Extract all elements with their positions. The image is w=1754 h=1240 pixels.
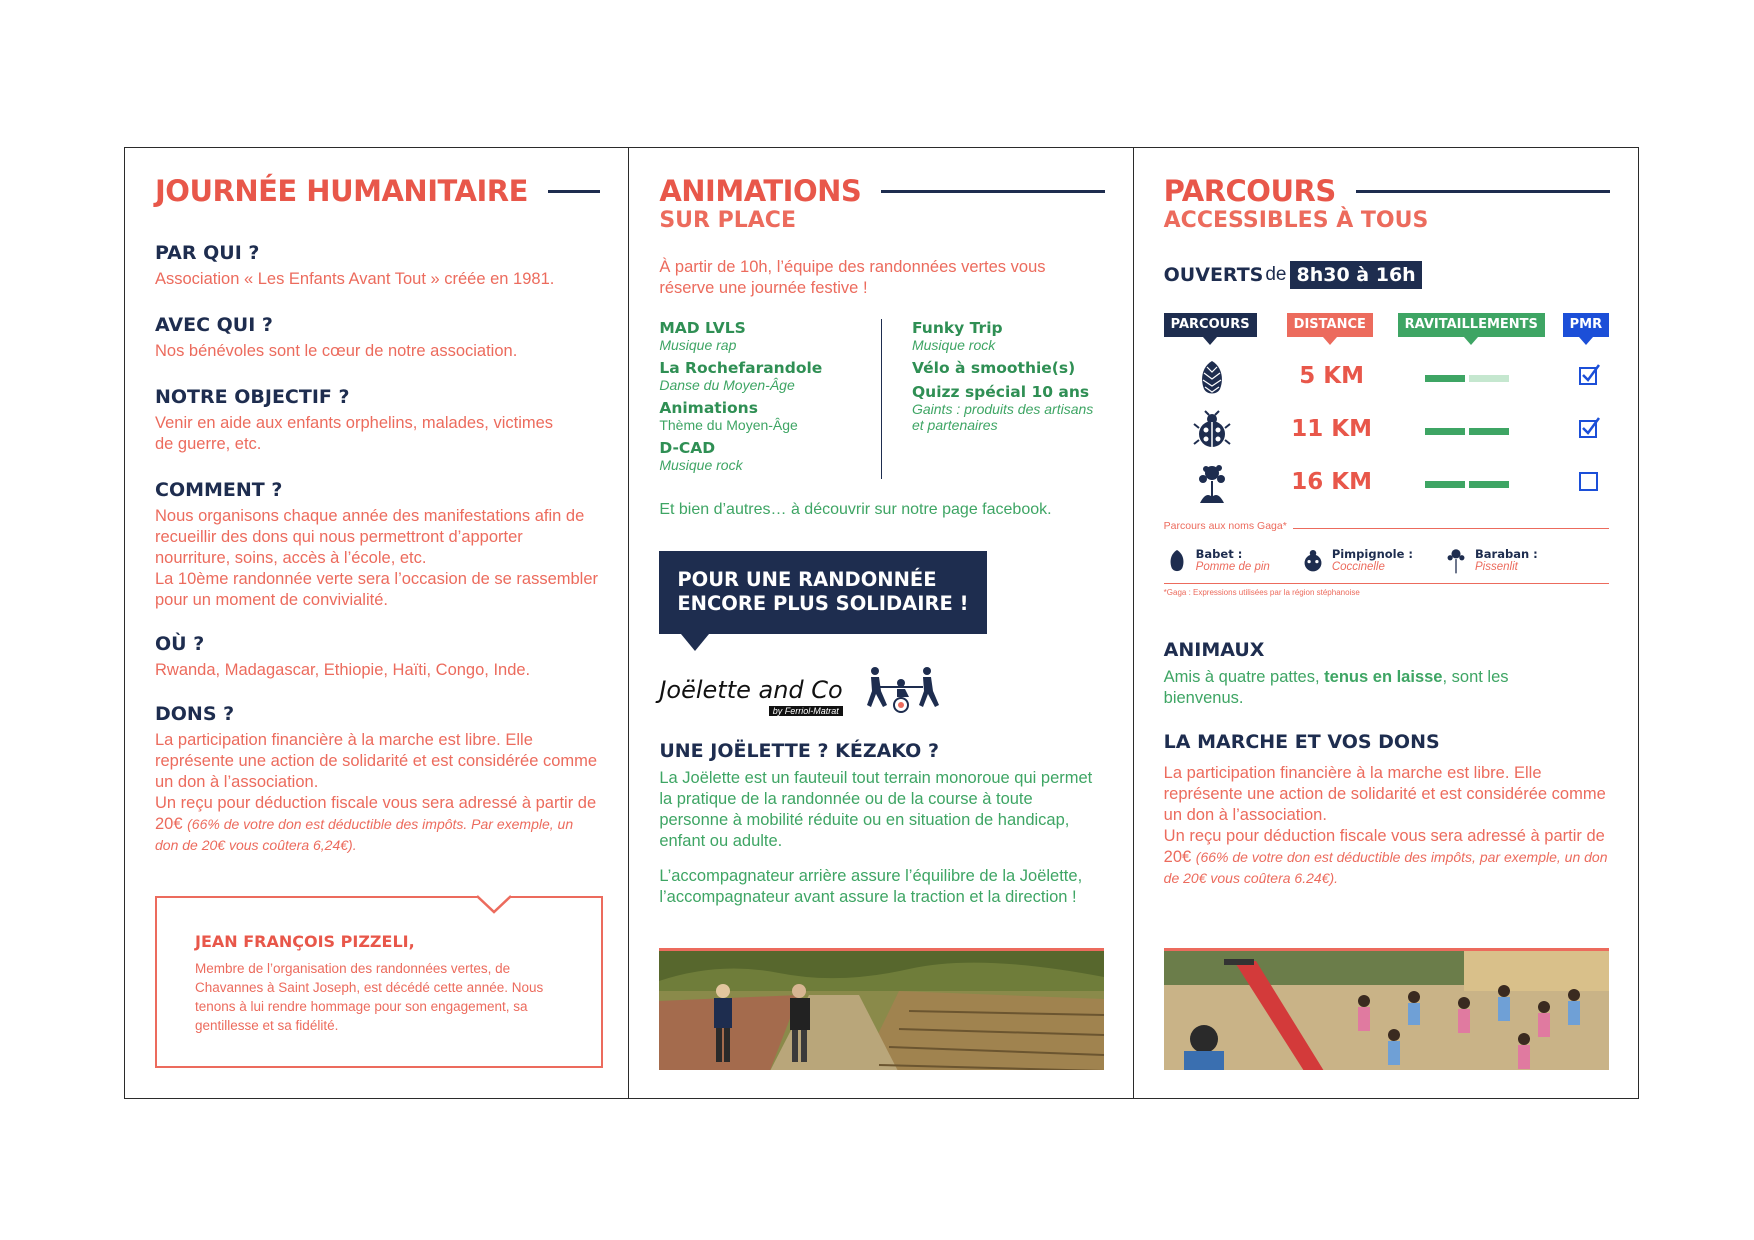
legend-name: Baraban : xyxy=(1475,547,1538,561)
section-text-2: La 10ème randonnée verte sera l’occasion de se rassembler pour un moment de convivialité. xyxy=(155,570,599,609)
joelette-runners-icon xyxy=(857,665,947,715)
section-heading: DONS ? xyxy=(155,703,235,725)
header-parcours: PARCOURS xyxy=(1164,313,1257,337)
more-on-facebook: Et bien d’autres… à découvrir sur notre page facebook. xyxy=(659,501,1052,518)
panel2-title-row xyxy=(659,174,1104,208)
section-text: La participation financière à la marche est libre. Elle représente une action de solidarité et est considérée comme un don à l’association. xyxy=(155,731,598,791)
ladybug-icon xyxy=(1300,547,1326,575)
tribute-name: JEAN FRANÇOIS PIZZELI, xyxy=(195,932,415,951)
activity-item xyxy=(659,359,871,393)
legend-name: Pimpignole : xyxy=(1331,547,1414,561)
section-heading: AVEC QUI ? xyxy=(155,314,273,336)
activity-desc: Thème du Moyen-Âge xyxy=(659,417,798,433)
panel-journee-humanitaire xyxy=(125,148,629,1098)
checkbox-empty-icon xyxy=(1579,469,1601,491)
joelette-logo xyxy=(659,664,1104,716)
tribute-notch xyxy=(477,895,511,915)
activities-left-column xyxy=(659,319,882,479)
activity-name: Quizz spécial 10 ans xyxy=(911,383,1090,401)
route-row xyxy=(1164,353,1610,406)
activity-name: Funky Trip xyxy=(911,319,1003,337)
activity-item xyxy=(659,319,871,353)
panel2-title: ANIMATIONS xyxy=(659,174,862,208)
logo-subtext: by Ferriol-Matrat xyxy=(769,706,843,716)
panel3-title-row xyxy=(1164,174,1610,208)
animaux-text-b: tenus en laisse xyxy=(1324,668,1443,686)
activity-name: La Rochefarandole xyxy=(659,359,823,377)
opening-hours xyxy=(1164,261,1610,289)
marche-text-2-italic: (66% de votre don est déductible des impôts, par exemple, un don de 20€ vous coûtera 6.24€). xyxy=(1163,849,1608,886)
activity-desc: Gaints : produits des artisans et partenaires xyxy=(911,401,1094,433)
section-text: Nous organisons chaque année des manifestations afin de recueillir des dons qui nous permettront d’apporter nourriture, soins, accès à l’école, etc. xyxy=(155,507,585,567)
section-heading: NOTRE OBJECTIF ? xyxy=(155,386,350,408)
dandelion-icon xyxy=(1192,463,1232,505)
panel2-subtitle: SUR PLACE xyxy=(659,208,796,233)
activity-desc: Danse du Moyen-Âge xyxy=(659,377,795,393)
pinecone-icon xyxy=(1192,357,1232,399)
route-distance: 11 KM xyxy=(1291,416,1373,442)
tribute-text: Membre de l’organisation des randonnées vertes, de Chavannes à Saint Joseph, est décédé cette année. Nous tenons à lui rendre hommage pour son engagement, sa gentillesse et sa fidélité. xyxy=(195,961,544,1033)
activity-name: Animations xyxy=(659,399,758,417)
legend-name: Babet : xyxy=(1195,547,1243,561)
panel-parcours xyxy=(1134,148,1638,1098)
legend-item xyxy=(1300,547,1413,575)
header-distance: DISTANCE xyxy=(1287,313,1373,337)
animaux-heading: ANIMAUX xyxy=(1163,639,1265,661)
route-row xyxy=(1164,459,1610,512)
title-rule xyxy=(548,190,600,193)
activity-item xyxy=(912,359,1105,377)
routes-table xyxy=(1164,353,1610,512)
route-row xyxy=(1164,406,1610,459)
marche-heading: LA MARCHE ET VOS DONS xyxy=(1163,731,1440,753)
panel1-title: JOURNÉE HUMANITAIRE xyxy=(155,174,528,208)
activities-list xyxy=(659,319,1104,479)
route-distance: 16 KM xyxy=(1291,469,1373,495)
checkbox-checked-icon xyxy=(1579,363,1601,385)
legend-item xyxy=(1443,547,1538,575)
ravitaillement-bar xyxy=(1425,375,1465,382)
title-rule xyxy=(1356,190,1610,193)
dandelion-icon xyxy=(1443,547,1469,575)
solidaire-banner xyxy=(659,551,987,634)
section-heading: COMMENT ? xyxy=(155,479,283,501)
legend-desc: Pissenlit xyxy=(1475,561,1518,573)
open-hours: 8h30 à 16h xyxy=(1290,261,1421,289)
open-de: de xyxy=(1265,264,1287,285)
checkbox-checked-icon xyxy=(1579,416,1601,438)
joelette-text: La Joëlette est un fauteuil tout terrain monoroue qui permet la pratique de la randonnée ou de la course à toute personne à mobilité réduite ou en situation de handicap, enfant ou adulte. xyxy=(659,769,1093,850)
legend-footnote: *Gaga : Expressions utilisées par la région stéphanoise xyxy=(1164,583,1609,597)
hikers-photo xyxy=(659,948,1104,1070)
tribute-box xyxy=(155,896,603,1068)
section-par-qui xyxy=(155,242,600,290)
banner-line-1: POUR UNE RANDONNÉE xyxy=(677,568,937,591)
activity-desc: Musique rock xyxy=(911,337,996,353)
ravitaillement-bar xyxy=(1425,428,1465,435)
panel3-subtitle: ACCESSIBLES À TOUS xyxy=(1163,208,1429,233)
animaux-text-a: Amis à quatre pattes, xyxy=(1163,668,1320,686)
activity-item xyxy=(912,383,1105,433)
header-pmr: PMR xyxy=(1563,313,1609,337)
banner-line-2: ENCORE PLUS SOLIDAIRE ! xyxy=(677,592,969,615)
panel1-title-row xyxy=(155,174,600,208)
route-distance: 5 KM xyxy=(1299,363,1365,389)
section-heading: PAR QUI ? xyxy=(155,242,260,264)
activity-item xyxy=(659,439,871,473)
section-text: Rwanda, Madagascar, Ethiopie, Haïti, Congo, Inde. xyxy=(155,661,531,679)
section-comment xyxy=(155,479,600,611)
gaga-legend xyxy=(1163,520,1609,597)
animations-intro: À partir de 10h, l’équipe des randonnées vertes vous réserve une journée festive ! xyxy=(659,258,1046,297)
section-text: Nos bénévoles sont le cœur de notre association. xyxy=(155,342,518,360)
legend-desc: Pomme de pin xyxy=(1195,561,1270,573)
section-ou xyxy=(155,633,600,681)
section-text-2: Un reçu pour déduction fiscale vous sera adressé à partir de 20€ xyxy=(155,794,597,833)
legend-title: Parcours aux noms Gaga* xyxy=(1164,520,1293,532)
ravitaillement-bar xyxy=(1425,481,1465,488)
panel-animations xyxy=(629,148,1133,1098)
section-objectif xyxy=(155,386,600,455)
routes-table-header xyxy=(1164,313,1610,343)
animaux-text xyxy=(1164,667,1584,709)
section-text: Association « Les Enfants Avant Tout » créée en 1981. xyxy=(155,270,555,288)
legend-items xyxy=(1164,547,1609,575)
activity-desc: Musique rap xyxy=(659,337,737,353)
section-heading: OÙ ? xyxy=(155,633,205,655)
ravitaillement-bar xyxy=(1469,481,1509,488)
activity-item xyxy=(659,399,871,433)
activities-right-column xyxy=(882,319,1105,479)
brochure-sheet xyxy=(124,147,1639,1099)
header-ravitaillements: RAVITAILLEMENTS xyxy=(1398,313,1545,337)
activity-item xyxy=(912,319,1105,353)
marche-text-2: Un reçu pour déduction fiscale vous sera adressé à partir de 20€ xyxy=(1163,827,1605,866)
ravitaillement-bar-empty xyxy=(1469,375,1509,382)
logo-text: Joëlette and Co xyxy=(659,676,843,704)
section-avec-qui xyxy=(155,314,600,362)
ravitaillement-bar xyxy=(1469,428,1509,435)
section-text: Venir en aide aux enfants orphelins, malades, victimes de guerre, etc. xyxy=(155,414,554,453)
joelette-text-2: L’accompagnateur arrière assure l’équilibre de la Joëlette, l’accompagnateur avant assure la traction et la direction ! xyxy=(659,867,1083,906)
legend-item xyxy=(1164,547,1270,575)
title-rule xyxy=(881,190,1104,193)
activity-desc: Musique rock xyxy=(659,457,743,473)
marche-text: La participation financière à la marche est libre. Elle représente une action de solidarité et est considérée comme un don à l’association. xyxy=(1163,764,1606,824)
activity-name: Vélo à smoothie(s) xyxy=(911,359,1076,377)
open-label: OUVERTS xyxy=(1163,264,1264,286)
section-dons xyxy=(155,703,600,856)
activity-name: MAD LVLS xyxy=(659,319,746,337)
panel3-title: PARCOURS xyxy=(1163,174,1336,208)
joelette-heading: UNE JOËLETTE ? KÉZAKO ? xyxy=(659,740,939,762)
animaux-text-c: , sont les bienvenus. xyxy=(1163,668,1509,707)
banner-tail xyxy=(681,634,709,651)
activity-name: D-CAD xyxy=(659,439,716,457)
pinecone-icon xyxy=(1164,547,1190,575)
section-text-2-italic: (66% de votre don est déductible des impôts. Par exemple, un don de 20€ vous coûtera 6,24€). xyxy=(155,816,574,853)
children-photo xyxy=(1164,948,1609,1070)
ladybug-icon xyxy=(1192,410,1232,452)
legend-desc: Coccinelle xyxy=(1331,561,1385,573)
